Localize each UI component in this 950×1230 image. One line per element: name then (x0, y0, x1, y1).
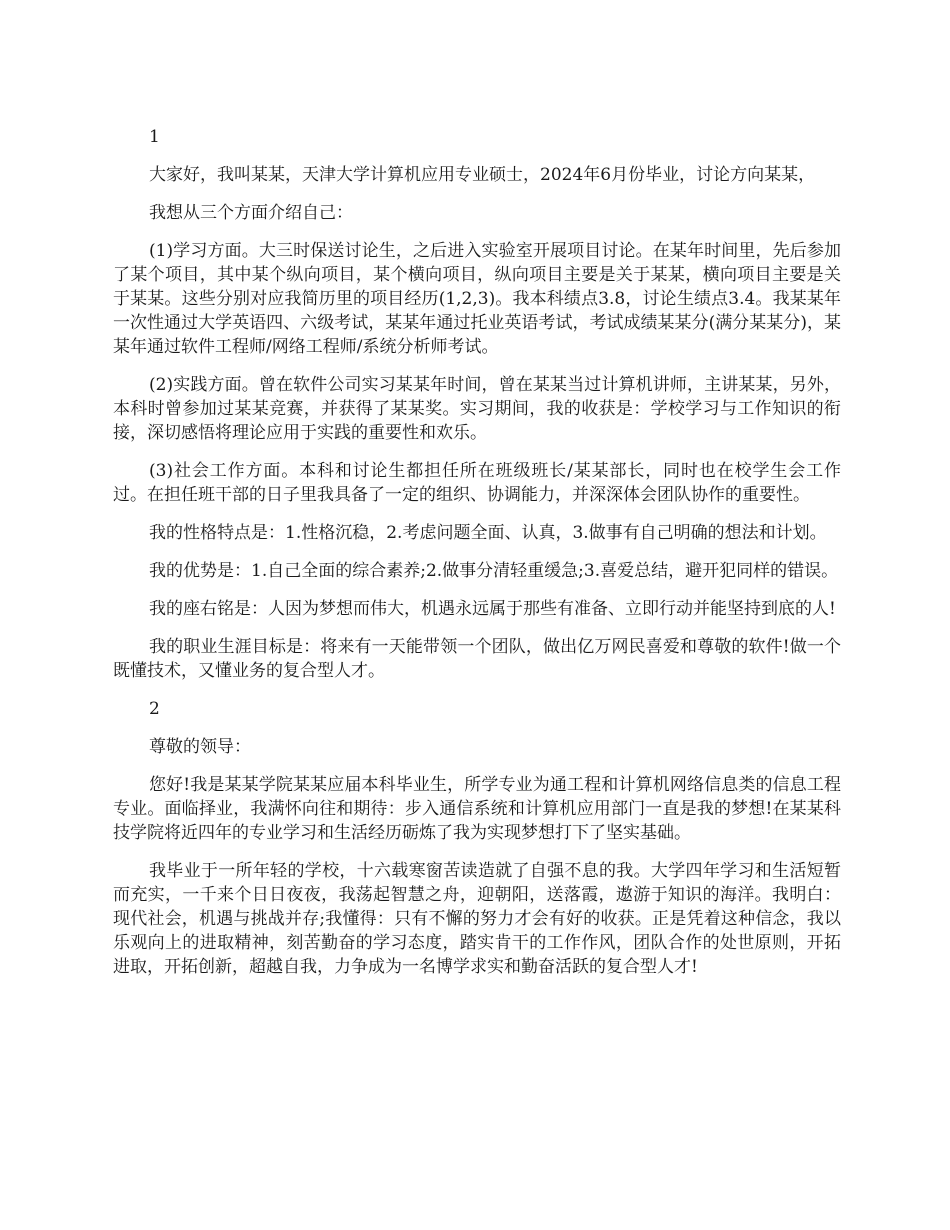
paragraph: (3)社会工作方面。本科和讨论生都担任所在班级班长/某某部长，同时也在校学生会工作过。在担任班干部的日子里我具备了一定的组织、协调能力，并深深体会团队协作的重要性。 (113, 461, 841, 505)
salutation: 尊敬的领导： (149, 737, 251, 757)
paragraph: (2)实践方面。曾在软件公司实习某某年时间，曾在某某当过计算机讲师，主讲某某，另外，本科时曾参加过某某竞赛，并获得了某某奖。实习期间，我的收获是：学校学习与工作知识的衔接，深切感悟将理论应用于实践的重要性和欢乐。 (113, 375, 841, 443)
paragraph: 大家好，我叫某某，天津大学计算机应用专业硕士，2024年6月份毕业，讨论方向某某， (149, 165, 816, 185)
section-number: 2 (149, 699, 160, 719)
paragraph: 我想从三个方面介绍自己： (149, 203, 353, 223)
paragraph: 我的优势是：1.自己全面的综合素养;2.做事分清轻重缓急;3.喜爱总结，避开犯同样的错误。 (149, 561, 839, 581)
document-body (113, 125, 841, 993)
paragraph: 我的座右铭是：人因为梦想而伟大，机遇永远属于那些有准备、立即行动并能坚持到底的人! (149, 599, 836, 619)
paragraph: (1)学习方面。大三时保送讨论生，之后进入实验室开展项目讨论。在某年时间里，先后参加了某个项目，其中某个纵向项目，某个横向项目，纵向项目主要是关于某某，横向项目主要是关于某某。这些分别对应我简历里的项目经历(1,2,3)。我本科绩点3.8，讨论生绩点3.4。我某某年一次性通过大学英语四、六级考试，某某年通过托业英语考试，考试成绩某某分(满分某某分)，某某年通过软件工程师/网络工程师/系统分析师考试。 (113, 241, 841, 357)
paragraph: 我的职业生涯目标是：将来有一天能带领一个团队，做出亿万网民喜爱和尊敬的软件!做一个既懂技术，又懂业务的复合型人才。 (113, 637, 841, 681)
paragraph: 我的性格特点是：1.性格沉稳，2.考虑问题全面、认真，3.做事有自己明确的想法和计划。 (149, 523, 827, 543)
paragraph: 我毕业于一所年轻的学校，十六载寒窗苦读造就了自强不息的我。大学四年学习和生活短暂而充实，一千来个日日夜夜，我荡起智慧之舟，迎朝阳，送落霞，遨游于知识的海洋。我明白：现代社会，机遇与挑战并存;我懂得：只有不懈的努力才会有好的收获。正是凭着这种信念，我以乐观向上的进取精神，刻苦勤奋的学习态度，踏实肯干的工作作风，团队合作的处世原则，开拓进取，开拓创新，超越自我，力争成为一名博学求实和勤奋活跃的复合型人才! (113, 861, 841, 977)
section-number: 1 (149, 127, 160, 147)
paragraph: 您好!我是某某学院某某应届本科毕业生，所学专业为通工程和计算机网络信息类的信息工程专业。面临择业，我满怀向往和期待：步入通信系统和计算机应用部门一直是我的梦想!在某某科技学院将近四年的专业学习和生活经历砺炼了我为实现梦想打下了坚实基础。 (113, 775, 841, 843)
